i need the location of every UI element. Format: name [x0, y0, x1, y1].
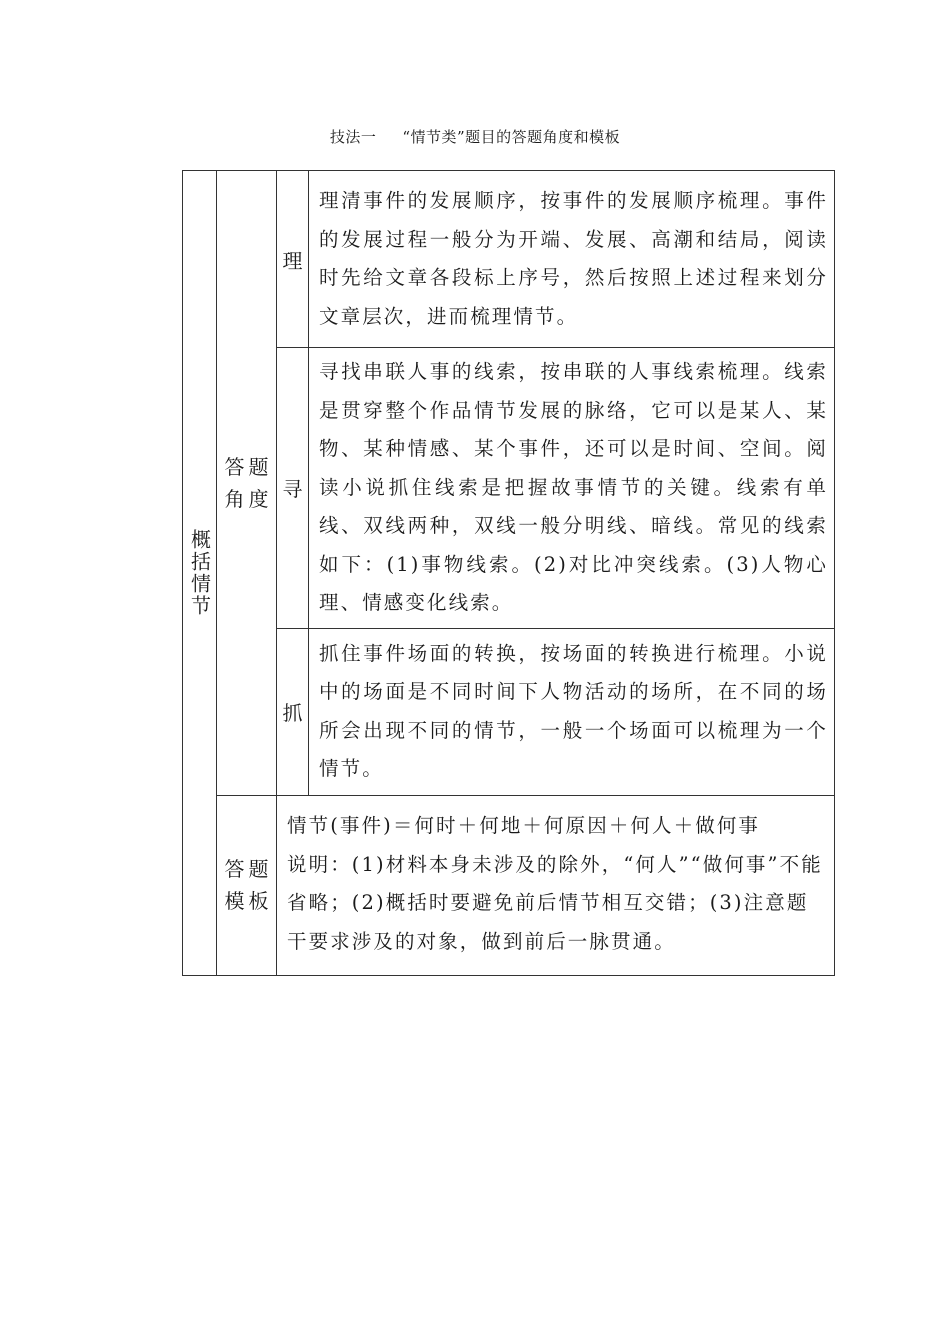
row-key: 寻: [282, 477, 303, 502]
title-technique: 技法一: [329, 128, 377, 146]
content-cell: [309, 171, 835, 348]
main-label-cell: [183, 171, 217, 976]
template-label-cell: [217, 795, 277, 975]
title-topic: “情节类”题目的答题角度和模板: [402, 128, 621, 146]
row-text: 理清事件的发展顺序，按事件的发展顺序梳理。事件的发展过程一般分为开端、发展、高潮和结局，阅读时先给文章各段标上序号，然后按照上述过程来划分文章层次，进而梳理情节。: [319, 189, 828, 328]
content-cell: [309, 628, 835, 795]
main-label: 概括情节: [187, 528, 212, 617]
row-text: 寻找串联人事的线索，按串联的人事线索梳理。线索是贯穿整个作品情节发展的脉络，它可以是某人、某物、某种情感、某个事件，还可以是时间、空间。阅读小说抓住线索是把握故事情节的关键。线索有单线、双线两种，双线一般分明线、暗线。常见的线索如下：(1)事物线索。(2)对比冲突线索。(3)人物心理、情感变化线索。: [319, 360, 828, 614]
methods-table: [182, 170, 835, 976]
template-label: 答题模板: [224, 857, 273, 913]
row-key: 理: [282, 248, 303, 273]
key-cell: [277, 628, 309, 795]
table-row: [183, 171, 835, 348]
template-note: 说明：(1)材料本身未涉及的除外，“何人”“做何事”不能省略；(2)概括时要避免前后情节相互交错；(3)注意题干要求涉及的对象，做到前后一脉贯通。: [287, 852, 823, 953]
row-text: 抓住事件场面的转换，按场面的转换进行梳理。小说中的场面是不同时间下人物活动的场所，在不同的场所会出现不同的情节，一般一个场面可以梳理为一个情节。: [319, 641, 828, 780]
table-row: [183, 628, 835, 795]
template-formula: 情节(事件)＝何时＋何地＋何原因＋何人＋做何事: [287, 814, 761, 837]
page-title: [0, 127, 950, 147]
key-cell: [277, 171, 309, 348]
table-row: [183, 348, 835, 629]
content-cell: [309, 348, 835, 629]
template-cell: [277, 795, 835, 975]
table-row: [183, 795, 835, 975]
angle-label: 答题角度: [224, 454, 273, 511]
key-cell: [277, 348, 309, 629]
angle-label-cell: [217, 171, 277, 796]
row-key: 抓: [282, 701, 303, 725]
